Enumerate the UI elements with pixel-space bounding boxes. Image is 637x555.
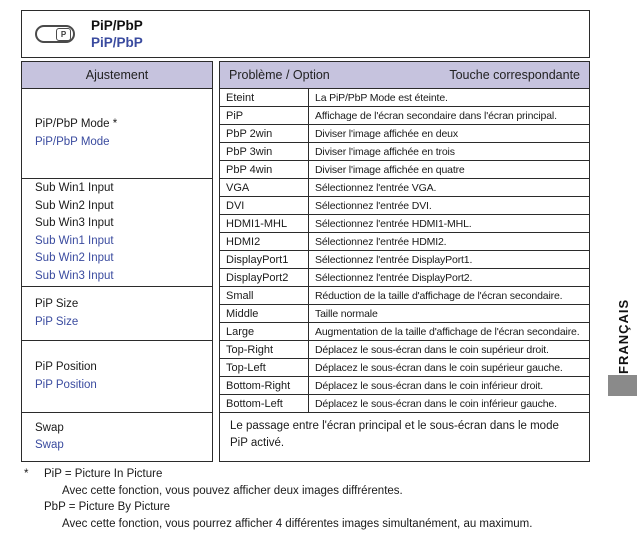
adjustment-cell [22, 89, 212, 179]
adjustment-column [21, 61, 213, 462]
adjustment-cell [22, 341, 212, 413]
p-button-letter: P [56, 28, 71, 41]
adjustment-label-translated: PiP/PbP Mode [35, 135, 110, 148]
table-row [220, 233, 589, 251]
adjustment-cell [22, 413, 212, 461]
table-row [220, 287, 589, 305]
option-cell: Eteint [220, 89, 309, 106]
adjustment-label-translated: Sub Win1 Input [35, 234, 114, 247]
description-cell: Sélectionnez l'entrée DVI. [315, 199, 432, 212]
table-row [220, 323, 589, 341]
table-row [220, 107, 589, 125]
page-title: PiP/PbP [91, 18, 143, 33]
option-cell: PbP 2win [220, 125, 309, 142]
key-header: Touche correspondante [449, 68, 580, 82]
table-row [220, 359, 589, 377]
options-body [220, 89, 589, 461]
description-cell: Sélectionnez l'entrée VGA. [315, 181, 437, 194]
adjustment-label-translated: PiP Size [35, 315, 79, 328]
language-tab-bar [608, 375, 637, 396]
description-cell: Sélectionnez l'entrée HDMI1-MHL. [315, 217, 472, 230]
description-cell: Sélectionnez l'entrée DisplayPort2. [315, 271, 473, 284]
option-cell: DVI [220, 197, 309, 214]
settings-table [21, 61, 590, 462]
table-row [220, 305, 589, 323]
option-cell: Top-Left [220, 359, 309, 376]
option-cell: PiP [220, 107, 309, 124]
problem-option-header: Problème / Option [229, 68, 330, 82]
table-row [220, 215, 589, 233]
description-cell: Sélectionnez l'entrée HDMI2. [315, 235, 447, 248]
description-cell: Déplacez le sous-écran dans le coin inférieur gauche. [315, 397, 557, 410]
title-text [91, 17, 143, 51]
description-cell: La PiP/PbP Mode est éteinte. [315, 91, 448, 104]
adjustment-label: PiP Size [35, 298, 79, 310]
description-cell: Augmentation de la taille d'affichage de l'écran secondaire. [315, 325, 580, 338]
adjustment-label-translated: Swap [35, 439, 64, 451]
adjustment-label: PiP Position [35, 361, 97, 373]
adjustment-label: PiP/PbP Mode * [35, 118, 118, 130]
footnote-line: Avec cette fonction, vous pourrez afficher 4 différentes images simultanément, au maximum. [62, 517, 533, 530]
option-cell: Bottom-Right [220, 377, 309, 394]
option-cell: DisplayPort2 [220, 269, 309, 286]
table-row [220, 395, 589, 413]
option-cell: Top-Right [220, 341, 309, 358]
adjustment-label-translated: PiP Position [35, 378, 97, 391]
footnote-lines [24, 466, 624, 532]
adjustment-label-translated: Sub Win3 Input [35, 269, 114, 282]
table-row [220, 251, 589, 269]
adjustment-header: Ajustement [22, 62, 212, 89]
table-row [220, 161, 589, 179]
description-cell: Taille normale [315, 307, 378, 320]
description-cell: Diviser l'image affichée en deux [315, 127, 458, 140]
option-cell: Middle [220, 305, 309, 322]
table-row [220, 269, 589, 287]
option-cell: Small [220, 287, 309, 304]
table-row [220, 125, 589, 143]
table-row [220, 197, 589, 215]
adjustment-label: Swap [35, 421, 64, 434]
adjustment-label: Sub Win2 Input [35, 199, 114, 212]
option-cell: HDMI2 [220, 233, 309, 250]
description-cell: Réduction de la taille d'affichage de l'écran secondaire. [315, 289, 563, 302]
p-button-icon [35, 25, 75, 43]
option-cell: PbP 4win [220, 161, 309, 178]
table-row [220, 89, 589, 107]
options-header [220, 62, 589, 89]
option-cell: HDMI1-MHL [220, 215, 309, 232]
description-cell: Affichage de l'écran secondaire dans l'écran principal. [315, 109, 557, 122]
swap-description-cell: Le passage entre l'écran principal et le sous-écran dans le mode PiP activé. [230, 420, 559, 449]
option-cell: VGA [220, 179, 309, 196]
footnote-line: PiP = Picture In Picture [44, 468, 163, 480]
footnote-line: PbP = Picture By Picture [44, 501, 171, 513]
description-cell: Diviser l'image affichée en quatre [315, 163, 465, 176]
adjustment-label: Sub Win1 Input [35, 182, 114, 194]
description-cell: Déplacez le sous-écran dans le coin supérieur gauche. [315, 361, 563, 374]
adjustment-label: Sub Win3 Input [35, 217, 114, 229]
page-title-secondary: PiP/PbP [91, 35, 143, 50]
title-box [21, 10, 590, 58]
option-cell: PbP 3win [220, 143, 309, 160]
option-cell: DisplayPort1 [220, 251, 309, 268]
language-tab-label: FRANÇAIS [616, 298, 631, 374]
option-cell: Large [220, 323, 309, 340]
option-cell: Bottom-Left [220, 395, 309, 412]
footnotes [24, 466, 624, 532]
table-row [220, 179, 589, 197]
options-column [219, 61, 590, 462]
adjustment-body [22, 89, 212, 461]
footnote-line: Avec cette fonction, vous pouvez afficher deux images diffrérentes. [62, 484, 403, 497]
table-row [220, 341, 589, 359]
description-cell: Déplacez le sous-écran dans le coin supérieur droit. [315, 343, 549, 356]
adjustment-cell [22, 179, 212, 287]
table-row [220, 143, 589, 161]
adjustment-cell [22, 287, 212, 341]
description-cell: Diviser l'image affichée en trois [315, 145, 455, 158]
table-row [220, 377, 589, 395]
adjustment-label-translated: Sub Win2 Input [35, 252, 114, 264]
description-cell: Déplacez le sous-écran dans le coin inférieur droit. [315, 379, 543, 392]
footnote-marker: * [24, 468, 29, 480]
description-cell: Sélectionnez l'entrée DisplayPort1. [315, 253, 473, 266]
